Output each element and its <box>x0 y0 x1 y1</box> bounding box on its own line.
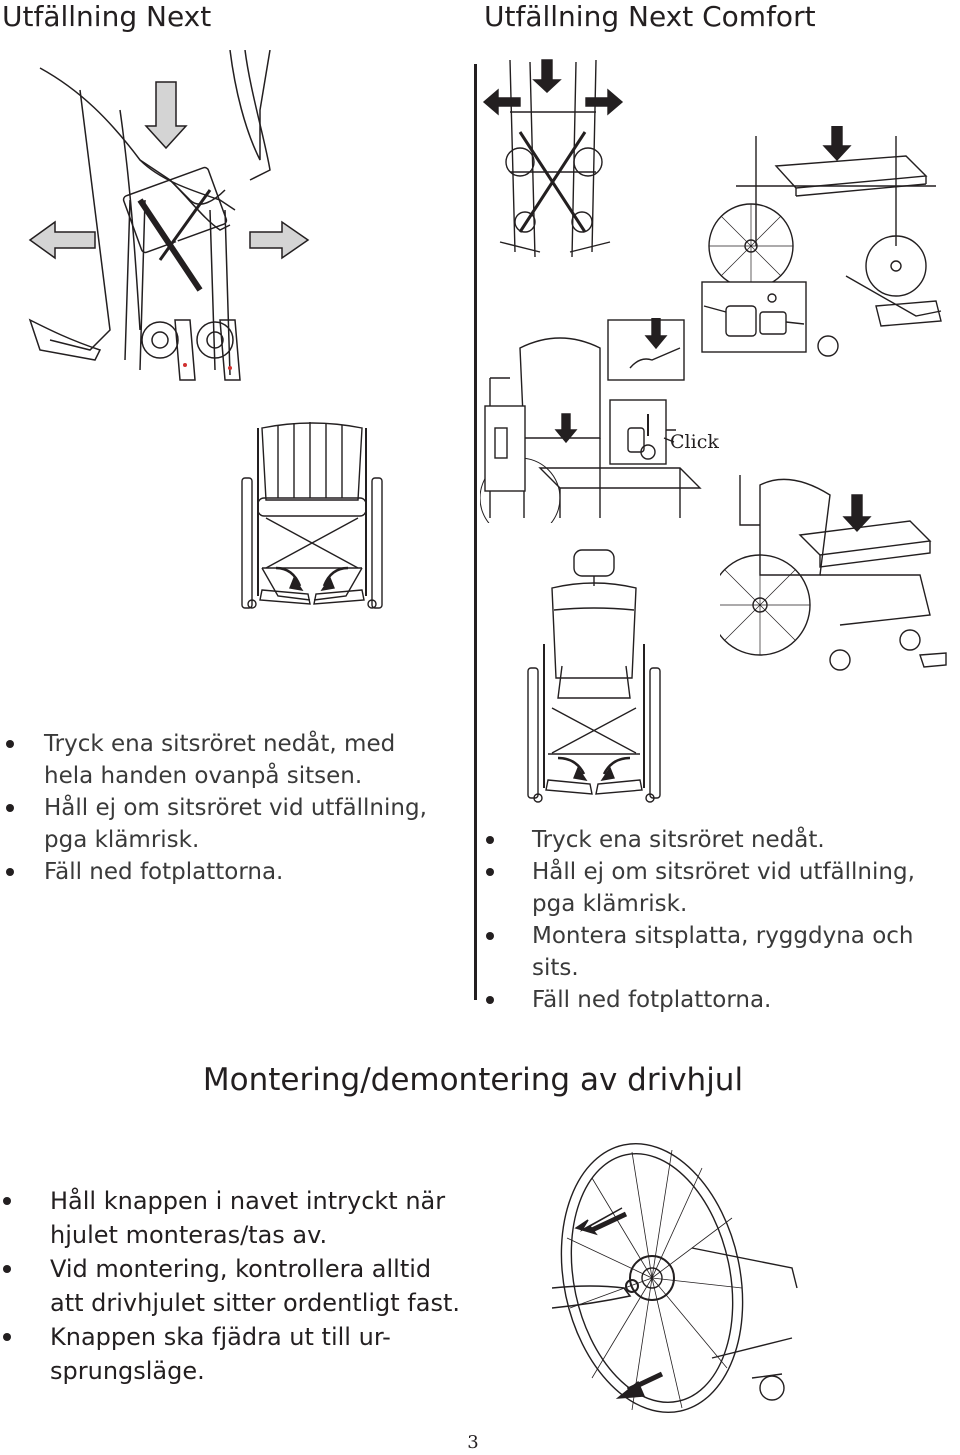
drive-wheel-illustration <box>552 1138 804 1420</box>
section-heading: Montering/demontering av drivhjul <box>202 1062 744 1098</box>
page-number: 3 <box>467 1432 479 1453</box>
backrest-click-illustration <box>480 318 730 523</box>
list-item: Fäll ned fotplattorna. <box>0 856 440 888</box>
column-divider <box>474 64 477 1000</box>
list-item: Knappen ska fjädra ut till ur-sprungsläge. <box>0 1320 470 1388</box>
wheelchair-front-illustration <box>238 418 386 616</box>
comfort-unfolding-illustration <box>480 52 630 267</box>
list-item: Håll ej om sitsröret vid utfällning, pga klämrisk. <box>486 856 936 920</box>
unfolding-next-instructions <box>0 728 440 888</box>
unfolding-illustration <box>20 50 320 390</box>
list-item: Tryck ena sitsröret nedåt, med hela handen ovanpå sitsen. <box>0 728 440 792</box>
comfort-front-illustration <box>522 548 666 810</box>
page-title-right: Utfällning Next Comfort <box>484 0 816 33</box>
page-title-left: Utfällning Next <box>2 0 212 33</box>
unfolding-comfort-instructions <box>486 824 936 1016</box>
cushion-mount-illustration <box>720 465 950 680</box>
seat-plate-illustration <box>696 126 946 366</box>
drive-wheel-instructions <box>0 1184 470 1388</box>
list-item: Vid montering, kontrollera alltid att drivhjulet sitter ordentligt fast. <box>0 1252 470 1320</box>
list-item: Tryck ena sitsröret nedåt. <box>486 824 936 856</box>
list-item: Fäll ned fotplattorna. <box>486 984 936 1016</box>
click-label: Click <box>670 431 719 453</box>
list-item: Håll knappen i navet intryckt när hjulet monteras/tas av. <box>0 1184 470 1252</box>
list-item: Håll ej om sitsröret vid utfällning, pga klämrisk. <box>0 792 440 856</box>
list-item: Montera sitsplatta, ryggdyna och sits. <box>486 920 936 984</box>
